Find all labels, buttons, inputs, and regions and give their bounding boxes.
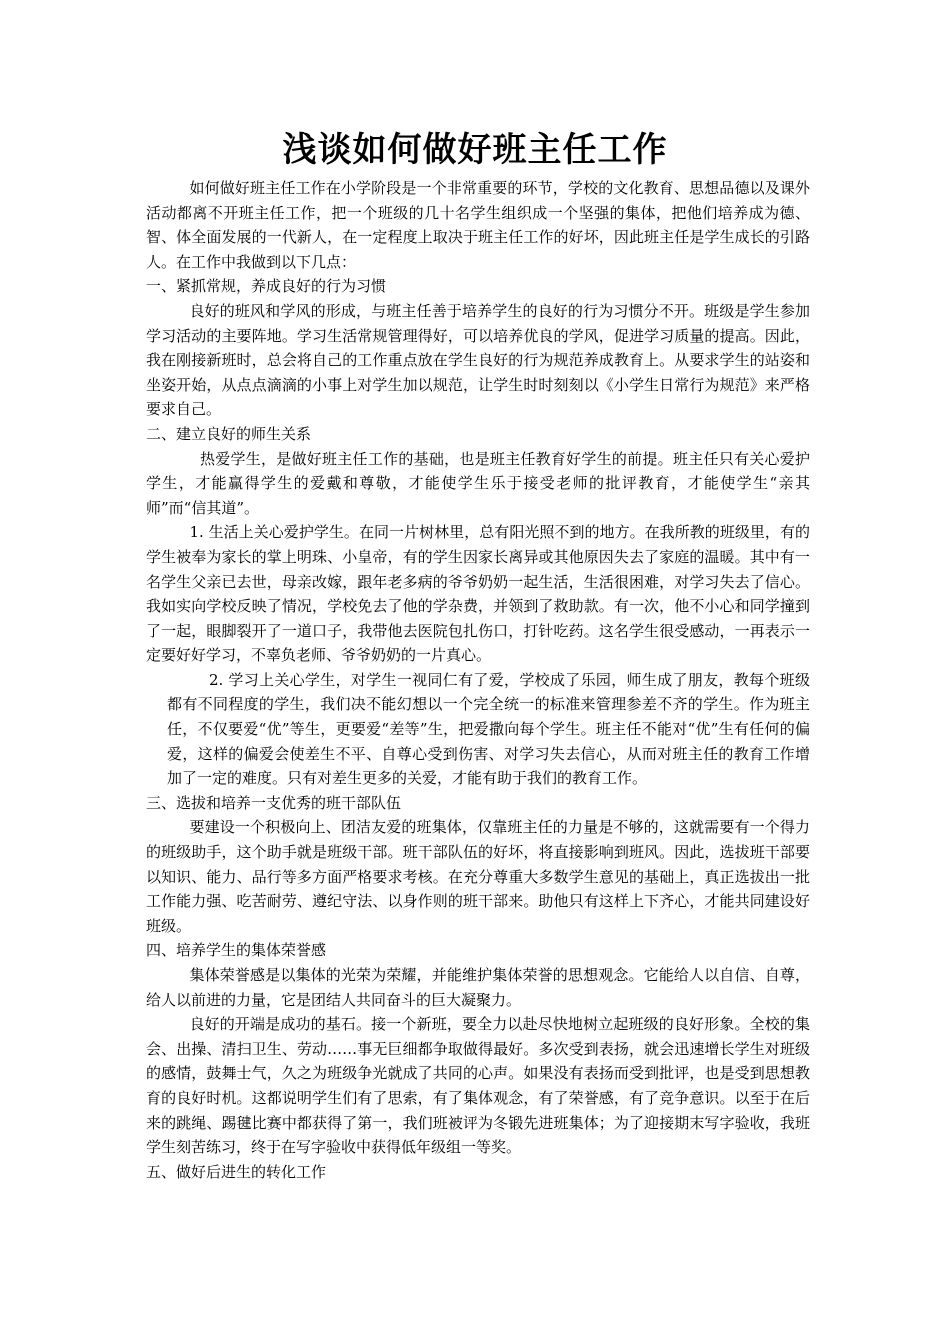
section-1-paragraph-1: 良好的班风和学风的形成，与班主任善于培养学生的良好的行为习惯分不开。班级是学生参加学习活动的主要阵地。学习生活常规管理得好，可以培养优良的学风，促进学习质量的提高。因此，我在刚接新班时，总会将自己的工作重点放在学生良好的行为规范养成教育上。从要求学生的站姿和坐姿开始，从点点滴滴的小事上对学生加以规范，让学生时时刻刻以《小学生日常行为规范》来严格要求自己。 [146,301,810,419]
document-body [146,176,810,1184]
document-title: 浅谈如何做好班主任工作 [282,130,668,170]
section-4-paragraph-2: 良好的开端是成功的基石。接一个新班，要全力以赴尽快地树立起班级的良好形象。全校的集会、出操、清扫卫生、劳动……事无巨细都争取做得最好。多次受到表扬，就会迅速增长学生对班级的感情，鼓舞士气，久之为班级争光就成了共同的心声。如果没有表扬而受到批评，也是受到思想教育的良好时机。这都说明学生们有了思索，有了集体观念，有了荣誉感，有了竞争意识。以至于在后来的跳绳、踢毽比赛中都获得了第一，我们班被评为冬锻先进班集体；为了迎接期末写字验收，我班学生刻苦练习，终于在写字验收中获得低年级组一等奖。 [146,1015,810,1157]
section-2-paragraph-3: 2. 学习上关心学生，对学生一视同仁有了爱，学校成了乐园，师生成了朋友，教每个班级都有不同程度的学生，我们决不能幻想以一个完全统一的标准来管理参差不齐的学生。作为班主任，不仅要爱“优”等生，更要爱“差等”生，把爱撒向每个学生。班主任不能对“优”生有任何的偏爱，这样的偏爱会使差生不平、自尊心受到伤害、对学习失去信心，从而对班主任的教育工作增加了一定的难度。只有对差生更多的关爱，才能有助于我们的教育工作。 [167,670,810,788]
section-2-paragraph-1: 热爱学生，是做好班主任工作的基础，也是班主任教育好学生的前提。班主任只有关心爱护学生，才能赢得学生的爱戴和尊敬，才能使学生乐于接受老师的批评教育，才能使学生“亲其师”而“信其道”。 [146,449,810,517]
section-heading-3: 三、选拔和培养一支优秀的班干部队伍 [146,793,402,812]
section-4-paragraph-1: 集体荣誉感是以集体的光荣为荣耀，并能维护集体荣誉的思想观念。它能给人以自信、自尊，给人以前进的力量，它是团结人共同奋斗的巨大凝聚力。 [146,966,810,1009]
section-heading-4: 四、培养学生的集体荣誉感 [146,941,327,960]
section-heading-1: 一、紧抓常规，养成良好的行为习惯 [146,277,387,296]
section-heading-2: 二、建立良好的师生关系 [146,424,312,443]
section-3-paragraph-1: 要建设一个积极向上、团洁友爱的班集体，仅靠班主任的力量是不够的，这就需要有一个得力的班级助手，这个助手就是班级干部。班干部队伍的好坏，将直接影响到班风。因此，选拔班干部要以知识、能力、品行等多方面严格要求考核。在充分尊重大多数学生意见的基础上，真正选拔出一批工作能力强、吃苦耐劳、遵纪守法、以身作则的班干部来。助他只有这样上下齐心，才能共同建设好班级。 [146,818,810,935]
section-heading-5: 五、做好后进生的转化工作 [146,1162,327,1181]
section-2-paragraph-2: 1. 生活上关心爱护学生。在同一片树林里，总有阳光照不到的地方。在我所教的班级里，有的学生被奉为家长的掌上明珠、小皇帝，有的学生因家长离异或其他原因失去了家庭的温暖。其中有一名学生父亲已去世，母亲改嫁，跟年老多病的爷爷奶奶一起生活，生活很困难，对学习失去了信心。我如实向学校反映了情况，学校免去了他的学杂费，并领到了救助款。有一次，他不小心和同学撞到了一起，眼脚裂开了一道口子，我带他去医院包扎伤口，打针吃药。这名学生很受感动，一再表示一定要好好学习，不辜负老师、爷爷奶奶的一片真心。 [146,523,810,665]
intro-paragraph: 如何做好班主任工作在小学阶段是一个非常重要的环节，学校的文化教育、思想品德以及课外活动都离不开班主任工作，把一个班级的几十名学生组织成一个坚强的集体，把他们培养成为德、智、体全面发展的一代新人，在一定程度上取决于班主任工作的好坏，因此班主任是学生成长的引路人。在工作中我做到以下几点： [146,179,810,271]
